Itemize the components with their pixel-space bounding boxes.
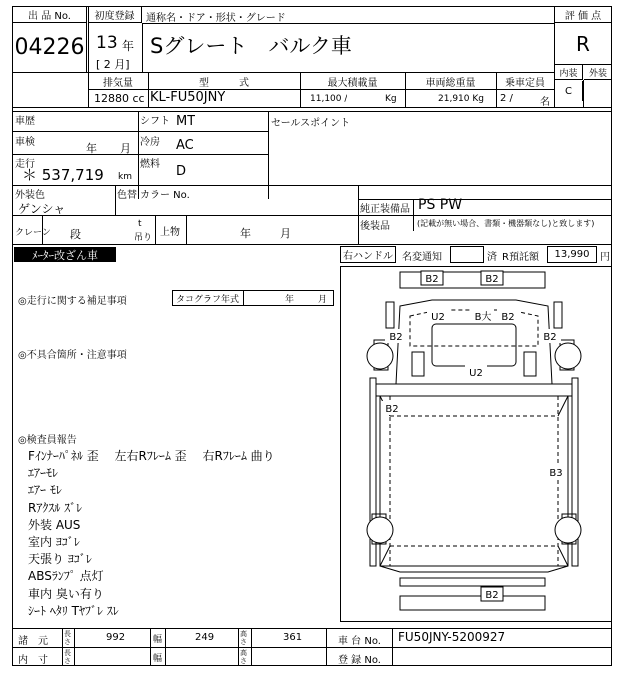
damage-mark: B2 xyxy=(485,274,499,285)
fuel-label: 燃料 xyxy=(140,159,160,170)
ac-value: AC xyxy=(176,138,194,153)
chassis-value: FU50JNY-5200927 xyxy=(398,630,506,644)
steering-badge: 右ハンドル xyxy=(340,246,396,263)
rating-label: 評 価 点 xyxy=(555,7,611,23)
damage-mark: B2 xyxy=(501,312,515,323)
crane-lift: 吊り xyxy=(134,233,153,243)
mileage-label: 走行 xyxy=(15,159,35,170)
damage-mark: U2 xyxy=(431,312,445,323)
mileage-unit: km xyxy=(118,172,132,182)
shift-label: シフト xyxy=(140,116,170,127)
report-line: ABSﾗﾝﾌﾟ 点灯 xyxy=(28,569,104,584)
inner-width-label: 幅 xyxy=(153,654,163,664)
report-line: 天張り ﾖｺﾞﾚ xyxy=(28,552,92,567)
displacement-label: 排気量 xyxy=(103,77,133,89)
name-change-label: 名変通知 xyxy=(402,252,442,263)
reg-year: 13 xyxy=(96,33,118,53)
inner-length-label: 長さ xyxy=(64,649,71,665)
chassis-label: 車 台 No. xyxy=(338,636,381,647)
report-line: 車内 臭い有り xyxy=(28,586,104,601)
lot-number: 04226 xyxy=(13,23,87,72)
interior-grade: C xyxy=(555,81,583,101)
oem-label: 純正装備品 xyxy=(360,204,410,215)
bed-year: 年 xyxy=(240,227,251,240)
first-reg-label: 初度登録 xyxy=(88,7,142,23)
gross-weight-value: 21,910 Kg xyxy=(438,94,484,104)
capacity-unit: 名 xyxy=(540,97,550,108)
aftermarket-label: 後装品 xyxy=(360,221,390,232)
tacho-year: 年 xyxy=(285,295,295,305)
report-line: 外装 AUS xyxy=(28,517,81,532)
oem-value: PS PW xyxy=(418,197,463,213)
meter-tamper-badge: ﾒｰﾀｰ改ざん車 xyxy=(14,247,116,262)
recycle-label: R預託額 xyxy=(502,252,539,263)
gross-weight-label: 車両総重量 xyxy=(425,77,476,89)
max-load-value: 11,100 / xyxy=(310,94,348,104)
lot-label: 出 品 No. xyxy=(13,7,87,23)
inner-height-label: 高さ xyxy=(240,649,247,665)
report-line: Fｲﾝﾅｰﾊﾟﾈﾙ 歪 左右Rﾌﾚｰﾑ 歪 右Rﾌﾚｰﾑ 曲り xyxy=(28,449,275,463)
history-label: 車歴 xyxy=(15,116,35,127)
model-code-label: 型 式 xyxy=(199,77,249,89)
damage-mark: B2 xyxy=(425,274,439,285)
remit-label: 済 xyxy=(487,252,497,263)
shift-value: MT xyxy=(176,114,196,129)
max-load-unit: Kg xyxy=(385,94,397,104)
name-change-box xyxy=(450,246,484,263)
tacho-month: 月 xyxy=(318,295,328,305)
reg-month: [ 2 月] xyxy=(96,58,130,71)
interior-label: 内装 xyxy=(555,65,583,80)
capacity-label: 乗車定員 xyxy=(505,77,545,89)
recycle-amount: 13,990 xyxy=(547,246,597,263)
inspection-month: 月 xyxy=(120,142,131,155)
crane-stage: 段 xyxy=(70,228,81,241)
height-value: 361 xyxy=(283,632,303,643)
report-line: 室内 ﾖｺﾞﾚ xyxy=(28,535,80,549)
damage-mark: B3 xyxy=(549,468,563,479)
tachograph-label: タコグラフ年式 xyxy=(176,295,240,305)
length-label: 長さ xyxy=(64,630,71,646)
damage-mark: B2 xyxy=(543,332,557,343)
report-line: ｴｱｰ ﾓﾚ xyxy=(28,483,62,498)
recycle-unit: 円 xyxy=(600,252,610,263)
report-line: ｴｱｰﾓﾚ xyxy=(28,466,59,481)
report-line: ｼｰﾄ ﾍﾀﾘ Tﾔﾌﾞﾚ ｽﾚ xyxy=(28,603,119,618)
capacity-value: 2 / xyxy=(500,93,513,104)
inspector-label: ◎検査員報告 xyxy=(18,435,77,446)
report-line: Rｱｸｽﾙ ｽﾞﾚ xyxy=(28,500,83,515)
max-load-label: 最大積載量 xyxy=(327,77,378,89)
mileage-value: ＊ 537,719 xyxy=(22,166,104,184)
truck-damage-diagram xyxy=(340,266,612,622)
reg-year-unit: 年 xyxy=(122,39,135,53)
name-label: 通称名・ドア・形状・グレード xyxy=(146,13,286,23)
damage-mark: B2 xyxy=(389,332,403,343)
bed-month: 月 xyxy=(280,227,291,240)
reg-label: 登 録 No. xyxy=(338,655,381,666)
color-code-label: カラー No. xyxy=(140,190,190,201)
damage-mark: U2 xyxy=(469,368,483,379)
damage-mark: B大 xyxy=(474,312,492,323)
width-value: 249 xyxy=(195,632,215,643)
model-code-value: KL-FU50JNY xyxy=(150,90,226,105)
driving-notes-label: ◎走行に関する補足事項 xyxy=(18,296,127,307)
crane-label: クレーン xyxy=(15,228,51,238)
rating-value: R xyxy=(576,32,590,56)
inspection-label: 車検 xyxy=(15,137,35,148)
model-name: Sグレート バルク車 xyxy=(150,34,352,58)
aftermarket-note: (記載が無い場合、書類・機器類なし)と致します) xyxy=(417,219,595,228)
damage-mark: B2 xyxy=(385,404,399,415)
displacement-value: 12880 cc xyxy=(94,92,145,105)
defects-label: ◎不具合箇所・注意事項 xyxy=(18,350,127,361)
ac-label: 冷房 xyxy=(140,137,160,148)
damage-mark: B2 xyxy=(485,590,499,601)
crane-ton: t xyxy=(138,219,142,229)
ext-color-label: 外装色 xyxy=(15,190,45,201)
bed-label: 上物 xyxy=(160,227,180,238)
inner-label: 内 寸 xyxy=(18,655,48,666)
inspection-year: 年 xyxy=(86,142,97,155)
length-value: 992 xyxy=(106,632,126,643)
height-label: 高さ xyxy=(240,630,247,646)
width-label: 幅 xyxy=(153,635,163,645)
color-change-label: 色替 xyxy=(117,190,137,201)
ext-color-value: ゲンシャ xyxy=(18,202,66,216)
sales-points-label: セールスポイント xyxy=(271,118,351,129)
fuel-value: D xyxy=(176,164,187,179)
exterior-label: 外装 xyxy=(584,65,612,80)
spec-label: 諸 元 xyxy=(18,636,48,647)
